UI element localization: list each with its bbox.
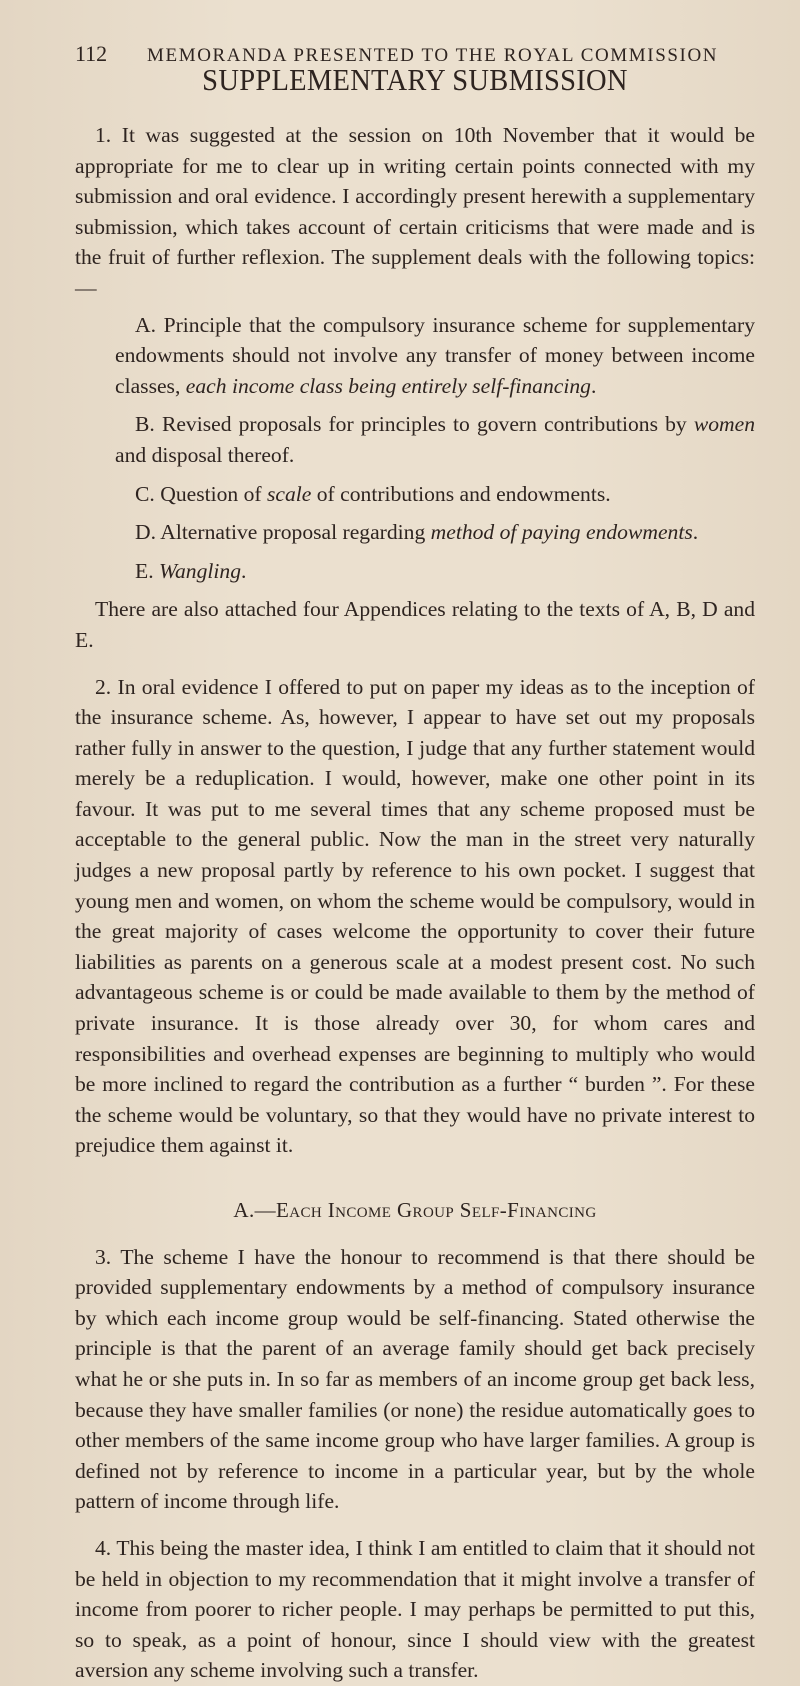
paragraph-3: 3. The scheme I have the honour to recommend is that there should be provided supplementary endowments by a method of compulsory insurance by which each income group would be self-financing. Stated otherwise the principle is that the parent of an average family should get back precisely what he or she puts in. In so far as members of an income group get back less, because they have smaller families (or none) the residue automatically goes to other members of the same income group who have larger families. A group is defined not by reference to income in a particular year, but by the whole pattern of income through life. xyxy=(75,1244,755,1514)
topic-item-a xyxy=(115,310,755,402)
topic-suffix: and disposal thereof. xyxy=(115,442,295,467)
topic-item-e xyxy=(115,556,755,587)
topic-emphasis: women xyxy=(693,412,755,437)
topic-item-b xyxy=(115,409,755,470)
topic-letter: E. xyxy=(135,558,154,583)
topic-emphasis: Wangling xyxy=(159,558,241,583)
topic-item-d xyxy=(115,517,755,548)
paragraph-1: 1. It was suggested at the session on 10th November that it would be appropriate for me to clear up in writing certain points connected with my submission and oral evidence. I accordingly present herewith a supplementary submission, which takes account of certain criticisms that were made and is the fruit of further reflexion. The supplement deals with the following topics:— xyxy=(75,123,755,300)
section-heading: A.—Each Income Group Self-Financing xyxy=(233,1198,597,1222)
topic-suffix: . xyxy=(241,558,247,583)
document-title: SUPPLEMENTARY SUBMISSION xyxy=(202,62,628,97)
topic-emphasis: method of paying endowments xyxy=(430,520,693,545)
page-number: 112 xyxy=(75,41,108,66)
topic-text: Alternative proposal regarding xyxy=(160,520,426,545)
running-title: MEMORANDA PRESENTED TO THE ROYAL COMMISSION xyxy=(147,45,719,66)
topic-text: Principle that the compulsory insurance scheme for supplementary endowments should not involve any transfer of money between income classes, xyxy=(115,312,756,398)
topic-letter: D. xyxy=(135,520,156,545)
topic-letter: B. xyxy=(135,412,155,437)
paragraph-4: 4. This being the master idea, I think I am entitled to claim that it should not be held in objection to my recommendation that it might involve a transfer of income from poorer to richer people. I may perhaps be permitted to put this, so to speak, as a point of honour, since I should view with the greatest aversion any scheme involving such a transfer. xyxy=(75,1535,755,1683)
topic-text: Revised proposals for principles to govern contributions by xyxy=(161,412,687,437)
appendices-note: There are also attached four Appendices relating to the texts of A, B, D and E. xyxy=(75,597,755,652)
topic-item-c xyxy=(115,479,755,510)
topic-suffix: . xyxy=(692,520,699,545)
topic-letter: C. xyxy=(135,481,155,506)
topic-emphasis: scale xyxy=(266,481,312,506)
topic-text: Question of xyxy=(160,481,262,506)
paragraph-2: 2. In oral evidence I offered to put on paper my ideas as to the inception of the insurance scheme. As, however, I appear to have set out my proposals rather fully in answer to the question, I judge that any further statement would merely be a reduplication. I would, however, make one other point in its favour. It was put to me several times that any scheme proposed must be acceptable to the general public. Now the man in the street very naturally judges a new proposal partly by reference to his own pocket. I suggest that young men and women, on whom the scheme would be compulsory, would in the great majority of cases welcome the opportunity to cover their future liabilities as parents on a generous scale at a modest present cost. No such advantageous scheme is or could be made available to them by the method of private insurance. It is those already over 30, for whom cares and responsibilities and overhead expenses are beginning to multiply who would be more inclined to regard the contribution as a further “ burden ”. For these the scheme would be voluntary, so that they would have no private interest to prejudice them against it. xyxy=(75,674,755,1158)
body-text xyxy=(75,120,755,1686)
topic-emphasis: each income class being entirely self-financing xyxy=(185,373,591,398)
topic-letter: A. xyxy=(135,312,156,337)
topic-suffix: of contributions and endowments. xyxy=(311,481,611,506)
topic-suffix: . xyxy=(590,373,597,398)
